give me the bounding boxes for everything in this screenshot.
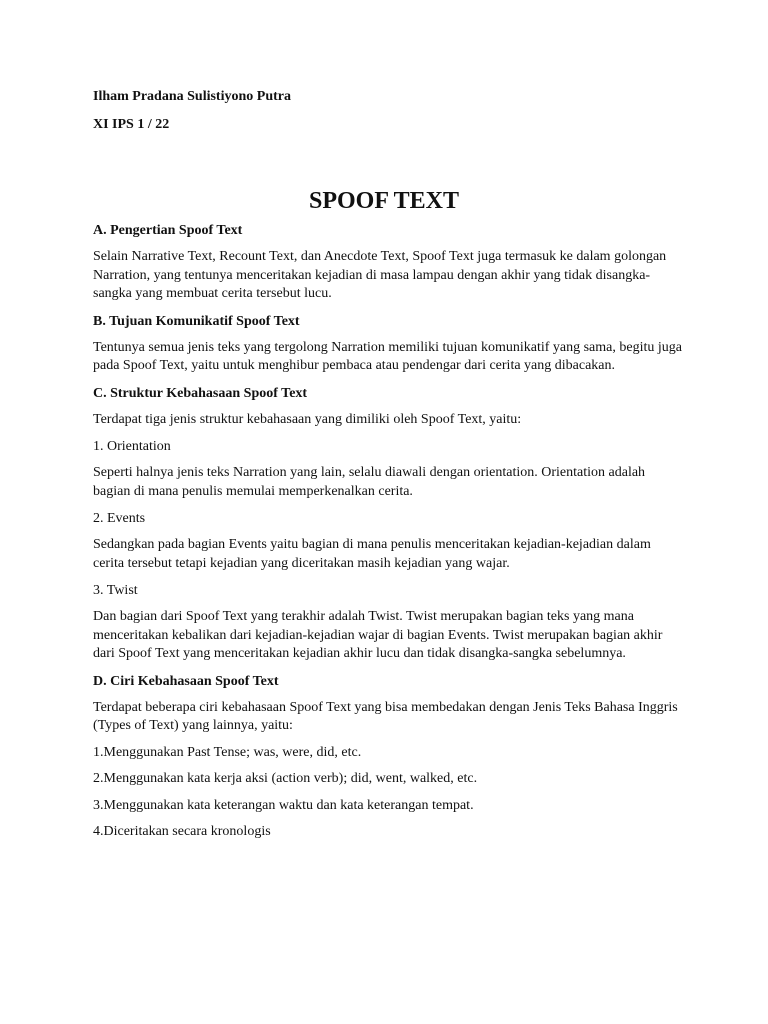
structure-item-label: 2. Events xyxy=(93,511,146,526)
section-d-heading: D. Ciri Kebahasaan Spoof Text xyxy=(93,673,279,689)
section-a-heading: A. Pengertian Spoof Text xyxy=(93,223,243,238)
document-title: SPOOF TEXT xyxy=(308,188,460,214)
structure-item-text: Seperti halnya jenis teks Narration yang lain, selalu diawali dengan orientation. Orientation adalah bagian di mana penulis memulai memperkenalkan cerita. xyxy=(93,465,646,499)
structure-item-text: Dan bagian dari Spoof Text yang terakhir adalah Twist. Twist merupakan bagian teks yang mana menceritakan kebalikan dari kejadian-kejadian wajar di bagian Events. Twist merupakan bagian akhir dari Spoof Text yang menceritakan kejadian akhir lucu dan tidak disangka-sangka sebelumnya. xyxy=(93,609,663,661)
structure-item-label: 3. Twist xyxy=(93,583,138,598)
feature-list-item: 2.Menggunakan kata kerja aksi (action verb); did, went, walked, etc. xyxy=(93,771,478,786)
section-b-heading: B. Tujuan Komunikatif Spoof Text xyxy=(93,313,300,329)
feature-list-item: 1.Menggunakan Past Tense; was, were, did, etc. xyxy=(93,744,362,760)
section-a-paragraph: Selain Narrative Text, Recount Text, dan Anecdote Text, Spoof Text juga termasuk ke dalam golongan Narration, yang tentunya menceritakan kejadian di masa lampau dengan akhir yang tidak disangka-sangka yang membuat cerita tersebut lucu. xyxy=(93,249,667,301)
author-name: Ilham Pradana Sulistiyono Putra xyxy=(93,89,291,104)
feature-list-item: 3.Menggunakan kata keterangan waktu dan kata keterangan tempat. xyxy=(93,797,474,813)
structure-item-label: 1. Orientation xyxy=(93,439,171,454)
section-c-heading: C. Struktur Kebahasaan Spoof Text xyxy=(93,385,308,401)
structure-item-text: Sedangkan pada bagian Events yaitu bagian di mana penulis menceritakan kejadian-kejadian dalam cerita tersebut tetapi kejadian yang diceritakan masih kejadian yang wajar. xyxy=(93,537,651,571)
feature-list-item: 4.Diceritakan secara kronologis xyxy=(93,824,271,839)
section-b-paragraph: Tentunya semua jenis teks yang tergolong Narration memiliki tujuan komunikatif yang sama, begitu juga pada Spoof Text, yaitu untuk menghibur pembaca atau pendengar dari cerita yang dibacakan. xyxy=(93,339,682,373)
document-body xyxy=(93,87,683,850)
class-info: XI IPS 1 / 22 xyxy=(93,117,170,132)
section-c-intro: Terdapat tiga jenis struktur kebahasaan yang dimiliki oleh Spoof Text, yaitu: xyxy=(93,411,522,427)
section-d-intro: Terdapat beberapa ciri kebahasaan Spoof Text yang bisa membedakan dengan Jenis Teks Bahasa Inggris (Types of Text) yang lainnya, yaitu: xyxy=(93,699,678,733)
